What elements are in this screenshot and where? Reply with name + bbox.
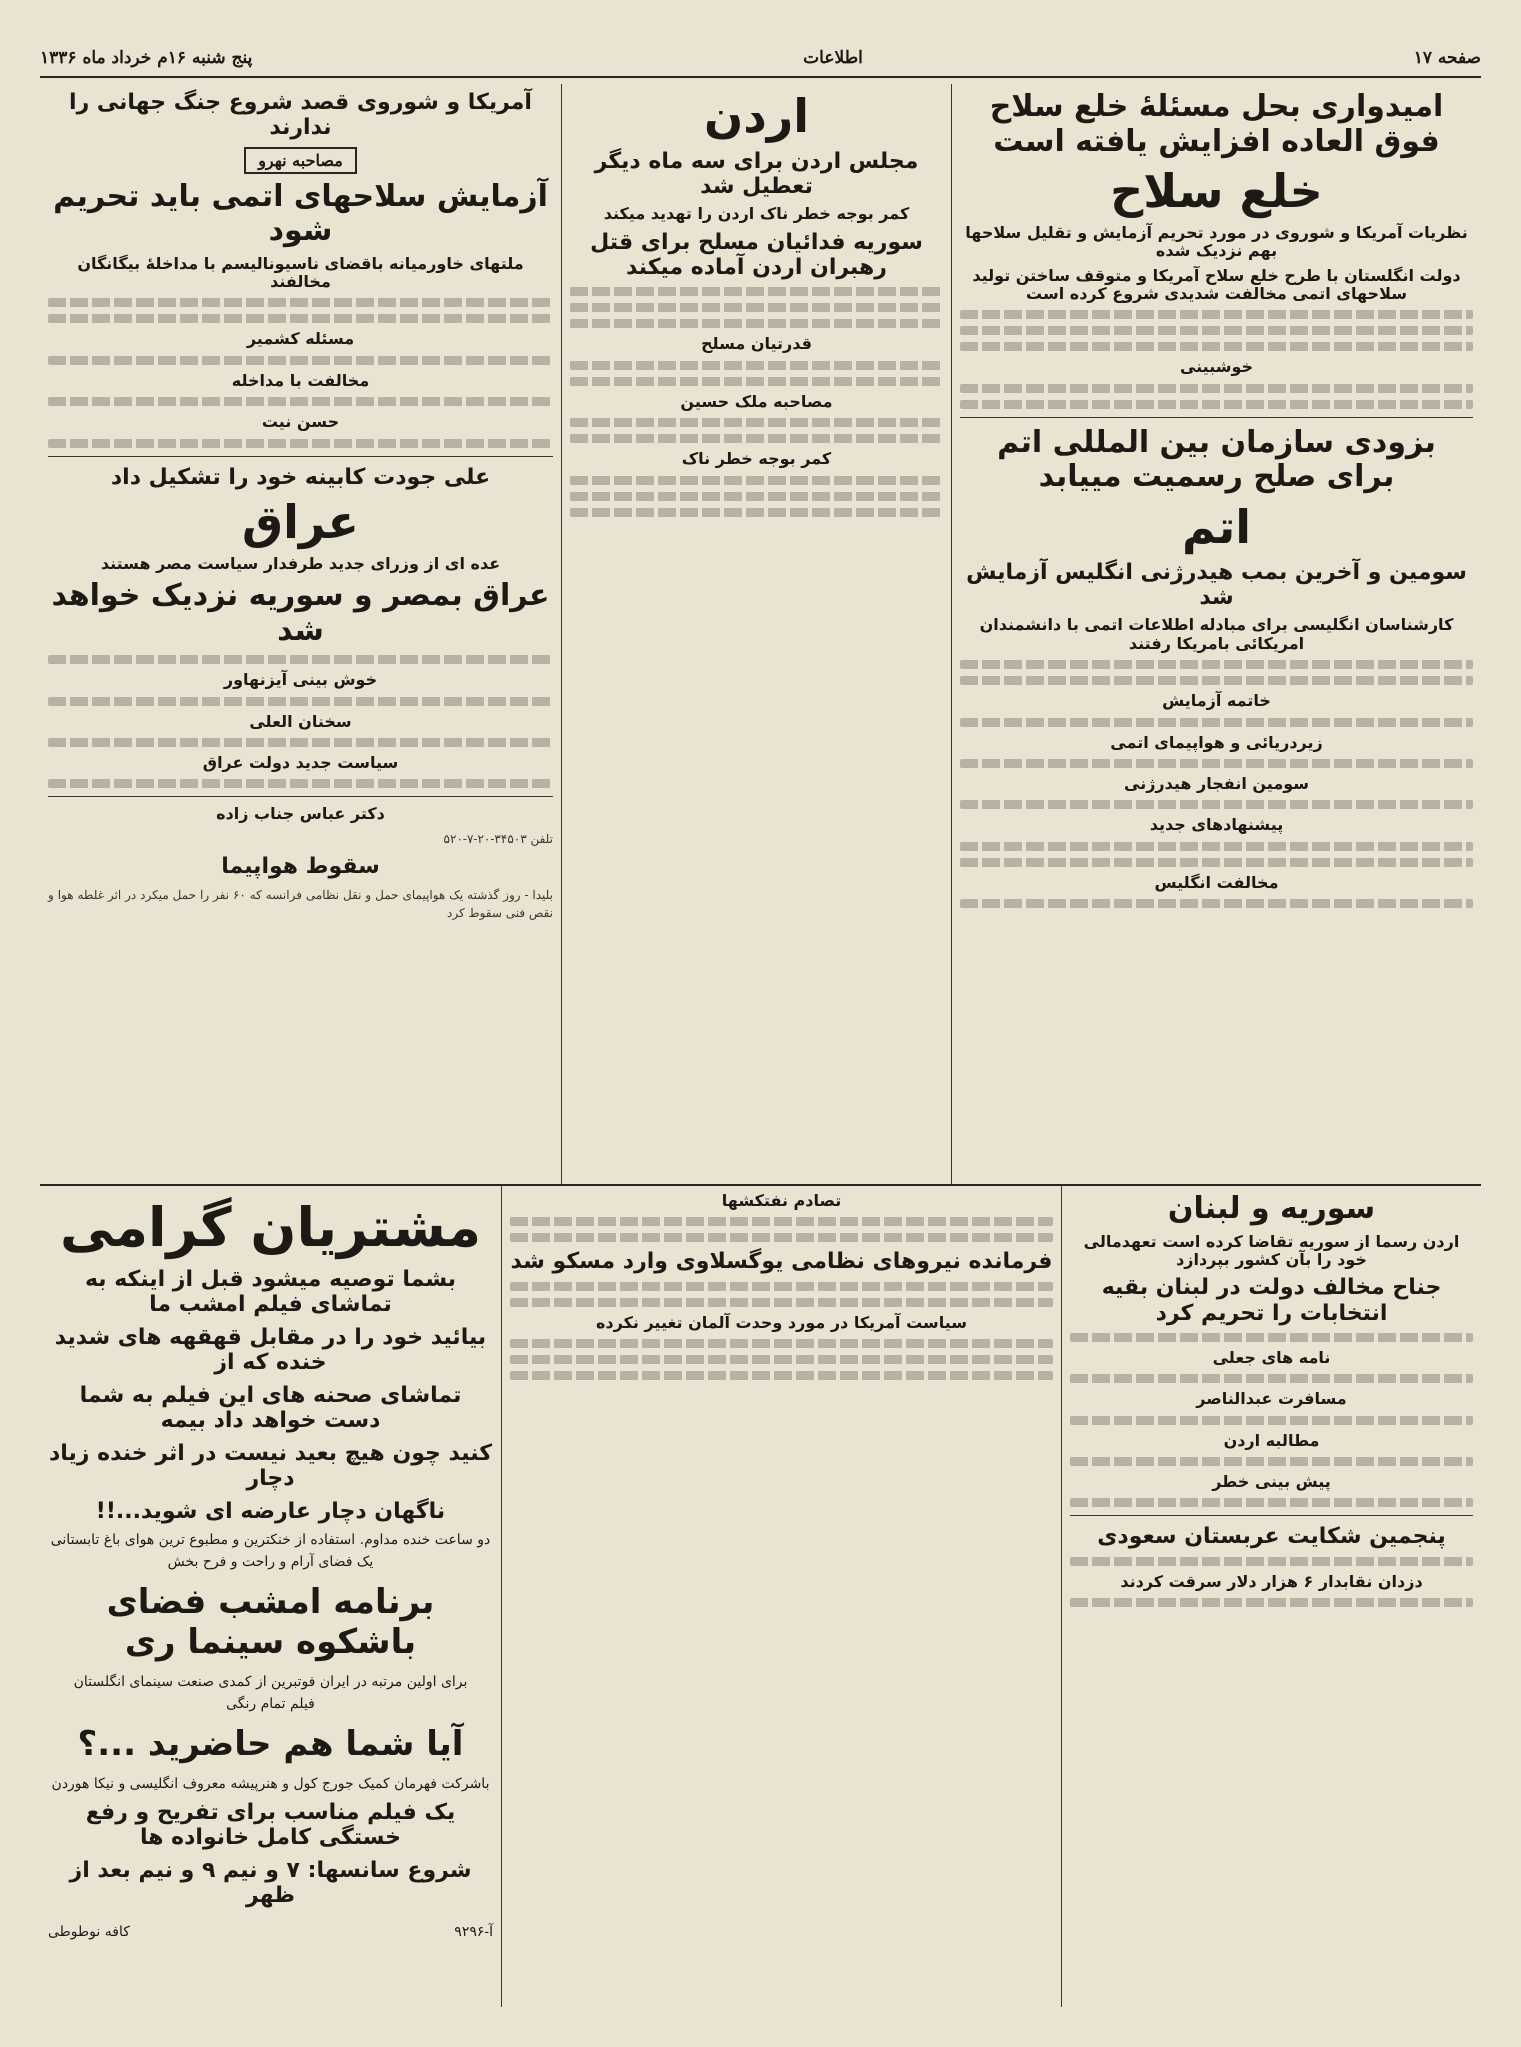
ad-film-sub: فیلم تمام رنگی — [226, 1696, 315, 1712]
paper-name: اطلاعات — [803, 48, 863, 68]
divider — [1070, 1515, 1473, 1516]
issue-date: پنج شنبه ۱۶م خرداد ماه ۱۳۳۶ — [40, 48, 253, 68]
ad-program-sub: برای اولین مرتبه در ایران فوتبرین از کمدی صنعت سینمای انگلستان — [73, 1674, 468, 1690]
disarmament-sub-2: پیشنهادهای جدید — [1149, 815, 1284, 835]
column-jordan — [561, 84, 951, 1184]
atom-headline: بزودی سازمان بین المللی اتم برای صلح رسمیت مییابد — [997, 424, 1436, 495]
interview-sub-title-3: حسن نیت — [261, 412, 340, 432]
text-line — [510, 1217, 1053, 1226]
text-line — [960, 326, 1473, 335]
text-line — [570, 492, 943, 501]
ad-film-title: آیا شما هم حاضرید ...؟ — [77, 1724, 464, 1764]
masthead — [40, 40, 1481, 78]
text-line — [1070, 1598, 1473, 1607]
text-line — [570, 508, 943, 517]
disarmament-headline: امیدواری بحل مسئلهٔ خلع سلاح فوق العاده افزایش یافته است — [989, 89, 1444, 159]
text-line — [48, 439, 553, 448]
ad-tag: یک فیلم مناسب برای تفریح و رفع خستگی کامل خانواده ها — [85, 1800, 456, 1850]
interview-headline: آزمایش سلاحهای اتمی باید تحریم شود — [53, 178, 548, 249]
text-line — [1070, 1557, 1473, 1566]
interview-sub: ملتهای خاورمیانه باقضای ناسیونالیسم با مداخلهٔ بیگانگان مخالفند — [77, 253, 524, 291]
divider — [960, 417, 1473, 418]
text-line — [960, 718, 1473, 727]
jordan-sub2: سوریه فدائیان مسلح برای قتل رهبران اردن آماده میکند — [590, 229, 923, 281]
jordan-section: اردن — [703, 89, 810, 143]
ad-cast: باشرکت فهرمان کمیک جورج کول و هنرپیشه معروف انگلیسی و نیکا هوردن — [51, 1776, 490, 1792]
collision-title: تصادم نفتکشها — [721, 1191, 842, 1210]
disarmament-sub-3: مخالفت انگلیس — [1154, 872, 1279, 892]
syria-sub-title-3: مطالبه اردن — [1223, 1430, 1320, 1450]
atom-section: اتم — [1181, 499, 1252, 554]
interview-sub-title-1: مسئله کشمیر — [246, 329, 355, 349]
atom-sub: سومین و آخرین بمب هیدرژنی انگلیس آزمایش شد — [966, 559, 1467, 611]
page-number: صفحه ۱۷ — [1413, 48, 1481, 68]
text-line — [960, 660, 1473, 669]
text-line — [1070, 1374, 1473, 1383]
text-line — [510, 1339, 1053, 1348]
text-line — [570, 418, 943, 427]
ad-show: شروع سانسها: ۷ و نیم ۹ و نیم بعد از ظهر — [69, 1858, 472, 1908]
text-line — [960, 800, 1473, 809]
text-line — [510, 1298, 1053, 1307]
text-line — [48, 397, 553, 406]
interview-top-line: آمریکا و شوروی قصد شروع جنگ جهانی را ندارند — [69, 90, 532, 141]
column-syria-lebanon — [1061, 1184, 1481, 2007]
text-line — [960, 310, 1473, 319]
syria-sub-title-1: نامه های جعلی — [1212, 1347, 1331, 1367]
iraq-sub-title-3: سیاست جدید دولت عراق — [202, 752, 399, 772]
ad-line-6: دو ساعت خنده مداوم. استفاده از خنکترین و مطبوع ترین هوای باغ تابستانی — [50, 1532, 491, 1548]
ad-line-5: ناگهان دچار عارضه ای شوید...!! — [95, 1499, 446, 1524]
jordan-sub-title-2: مصاحبه ملک حسین — [680, 391, 833, 411]
ad-line-2: بیائید خود را در مقابل قهقهه های شدید خنده که از — [54, 1325, 487, 1375]
text-line — [1070, 1498, 1473, 1507]
jordan-headline: مجلس اردن برای سه ماه دیگر تعطیل شد — [594, 148, 919, 200]
text-line — [1070, 1457, 1473, 1466]
text-line — [510, 1233, 1053, 1242]
disarmament-sub-1: خوشبینی — [1179, 357, 1254, 377]
text-line — [960, 899, 1473, 908]
atom-sub2: کارشناسان انگلیسی برای مبادله اطلاعات اتمی با دانشمندان امریکائی بامریکا رفتند — [979, 615, 1454, 653]
text-line — [510, 1355, 1053, 1364]
dr-abbas-phone: تلفن ۳۴۵۰۳-۲۰-۷-۵۲۰ — [443, 831, 553, 846]
atom-sub-title-1: خاتمه آزمایش — [1162, 691, 1271, 711]
iraq-sub-title-2: سخنان العلی — [249, 711, 352, 731]
divider — [48, 796, 553, 797]
syria-top: اردن رسما از سوریه تقاضا کرده است تعهدمالی خود را بآن کشور بپردازد — [1083, 1231, 1460, 1269]
text-line — [1070, 1416, 1473, 1425]
atom-sub-title-3: سومین انفجار هیدرژنی — [1124, 773, 1309, 793]
text-line — [960, 676, 1473, 685]
text-line — [570, 287, 943, 296]
text-line — [48, 314, 553, 323]
disarmament-section: خلع سلاح — [1110, 164, 1323, 218]
jordan-sub-title-3: کمر بوجه خطر ناک — [681, 449, 832, 469]
text-line — [48, 655, 553, 664]
saudi-headline: پنجمین شکایت عربستان سعودی — [1097, 1524, 1446, 1550]
jordan-sub-title-1: قدرتیان مسلح — [701, 334, 812, 354]
text-line — [570, 377, 943, 386]
text-line — [48, 298, 553, 307]
text-line — [960, 384, 1473, 393]
text-line — [570, 303, 943, 312]
text-line — [570, 434, 943, 443]
ad-line-7: یک فضای آرام و راحت و فرح بخش — [167, 1554, 374, 1570]
text-line — [48, 738, 553, 747]
cinema-advertisement — [40, 1184, 501, 2007]
saudi-sub: دزدان نقابدار ۶ هزار دلار سرقت کردند — [1120, 1571, 1423, 1591]
ad-title: مشتریان گرامی — [59, 1196, 482, 1259]
syria-sub-title-2: مسافرت عبدالناصر — [1196, 1389, 1347, 1409]
text-line — [960, 342, 1473, 351]
ad-code: آ-۹۲۹۶ — [454, 1924, 493, 1940]
text-line — [960, 842, 1473, 851]
iraq-top-line: علی جودت کابینه خود را تشکیل داد — [110, 464, 491, 490]
text-line — [510, 1282, 1053, 1291]
ad-cinema: کافه نوطوطی — [48, 1924, 130, 1940]
column-interview-iraq — [40, 84, 561, 1184]
disarmament-subhead2: دولت انگلستان با طرح خلع سلاح آمریکا و متوقف ساختن تولید سلاحهای اتمی مخالفت شدیدی شروع کرده است — [972, 265, 1461, 304]
disarmament-subhead: نظریات آمریکا و شوروی در مورد تحریم آزمایش و تقلیل سلاحها بهم نزدیک شده — [965, 222, 1468, 261]
interview-label: مصاحبه نهرو — [244, 147, 357, 174]
iraq-small: عده ای از وزرای جدید طرفدار سیاست مصر هستند — [100, 553, 501, 573]
iraq-headline: عراق بمصر و سوریه نزدیک خواهد شد — [51, 578, 550, 648]
text-line — [48, 697, 553, 706]
plane-body: بلیدا - روز گذشته یک هواپیمای حمل و نقل نظامی فرانسه که ۶۰ نفر را حمل میکرد در اثر غلطه هوا و نقص فنی سقوط کرد — [48, 887, 553, 921]
text-line — [570, 361, 943, 370]
syria-section: سوریه و لبنان — [1167, 1191, 1376, 1226]
syria-sub-title-4: پیش بینی خطر — [1212, 1472, 1331, 1492]
text-line — [960, 759, 1473, 768]
divider — [48, 456, 553, 457]
text-line — [1070, 1333, 1473, 1342]
ad-program: برنامه امشب فضای باشکوه سینما ری — [106, 1582, 435, 1662]
text-line — [960, 400, 1473, 409]
column-yugoslav — [501, 1184, 1061, 2007]
ad-footer — [48, 1924, 493, 1940]
ad-line-4: کنید چون هیچ بعید نیست در اثر خنده زیاد دچار — [49, 1441, 492, 1491]
text-line — [570, 476, 943, 485]
ad-line-1: بشما توصیه میشود قبل از اینکه به تماشای فیلم امشب ما — [84, 1267, 457, 1317]
ad-line-3: تماشای صحنه های این فیلم به شما دست خواهد داد بیمه — [79, 1383, 462, 1433]
jordan-sub: کمر بوجه خطر ناک اردن را تهدید میکند — [603, 204, 910, 224]
text-line — [570, 319, 943, 328]
text-line — [48, 779, 553, 788]
interview-sub-title-2: مخالفت با مداخله — [231, 370, 370, 390]
plane-title: سقوط هواپیما — [221, 854, 380, 880]
dr-abbas-title: دکتر عباس جناب زاده — [216, 804, 385, 824]
iraq-section: عراق — [242, 494, 359, 549]
yugoslav-headline: فرمانده نیروهای نظامی یوگسلاوی وارد مسکو شد — [510, 1249, 1053, 1275]
yugoslav-sub: سیاست آمریکا در مورد وحدت آلمان تغییر نکرده — [595, 1312, 968, 1332]
iraq-sub-title-1: خوش بینی آیزنهاور — [223, 670, 378, 690]
text-line — [48, 356, 553, 365]
syria-headline: جناح مخالف دولت در لبنان بقیه انتخابات را تحریم کرد — [1101, 1275, 1442, 1326]
text-line — [960, 858, 1473, 867]
text-line — [510, 1371, 1053, 1380]
atom-sub-title-2: زیردریائی و هواپیمای اتمی — [1110, 732, 1323, 752]
column-disarmament — [951, 84, 1481, 1184]
